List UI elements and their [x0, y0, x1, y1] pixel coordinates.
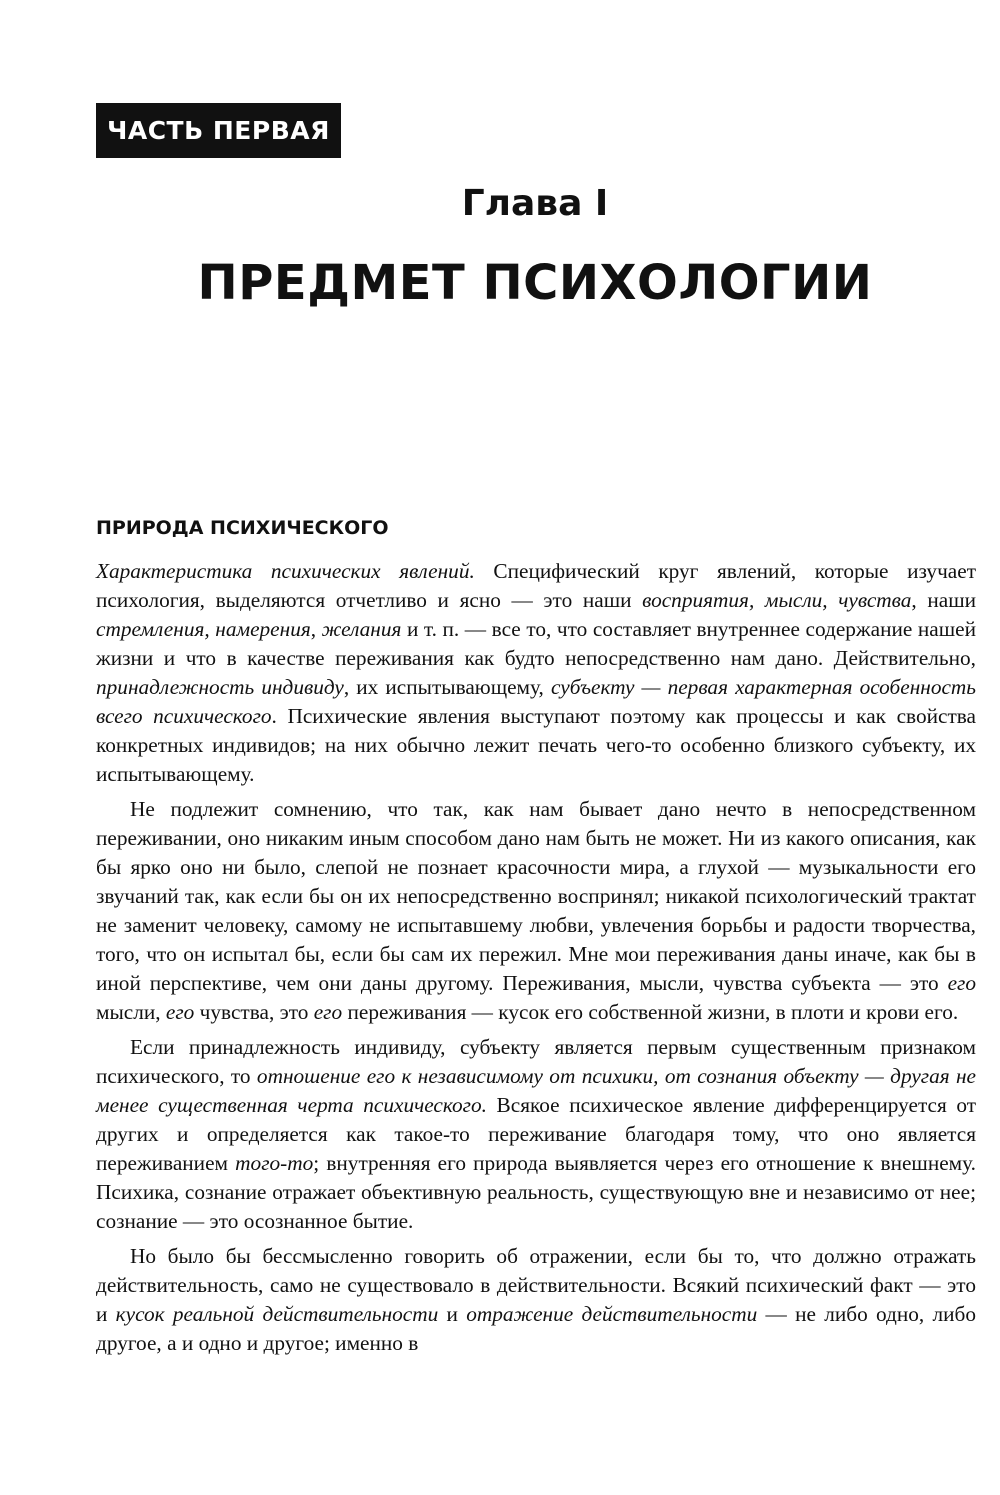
part-label: ЧАСТЬ ПЕРВАЯ	[96, 103, 341, 158]
body-text	[96, 557, 976, 1364]
paragraph-1	[96, 557, 976, 789]
run: и	[438, 1302, 467, 1326]
run: Если принадлежность индивиду, субъекту является первым существенным признаком психического, то	[96, 1035, 976, 1088]
run-italic: субъекту — первая характерная особенность всего психического	[96, 675, 976, 728]
run-italic: отношение его к независимому от психики, от сознания объекту — другая не менее существенная черта психического.	[96, 1064, 976, 1117]
run: мысли,	[96, 1000, 166, 1024]
run: . Психические явления выступают поэтому как процессы и как свойства конкретных индивидов; на них обычно лежит печать чего-то особенно близкого субъекту, их испытывающему.	[96, 704, 976, 786]
run: , наши	[911, 588, 976, 612]
run-italic: стремления, намерения	[96, 617, 311, 641]
run: и т. п. — все то, что составляет внутреннее содержание нашей жизни и что в качестве переживания как будто непосредственно нам дано. Действительно,	[96, 617, 976, 670]
run: ; внутренняя его природа выявляется через его отношение к внешнему. Психика, сознание отражает объективную реальность, существующую вне и независимо от нее; сознание — это осознанное бытие.	[96, 1151, 976, 1233]
run: переживания — кусок его собственной жизни, в плоти и крови его.	[342, 1000, 959, 1024]
run-italic: его	[165, 1000, 195, 1024]
run-italic: Характеристика психических явлений.	[96, 559, 475, 583]
paragraph-4	[96, 1242, 976, 1358]
run: Всякое психическое явление дифференцируется от других и определяется как такое-то переживание благодаря тому, что оно является переживанием	[96, 1093, 977, 1175]
run-italic: того-то	[235, 1151, 314, 1175]
paragraph-2	[96, 795, 976, 1027]
run: ,	[310, 617, 322, 641]
run-italic: кусок реальной действительности	[115, 1302, 439, 1326]
paragraph-3	[96, 1033, 976, 1236]
run: Специфический круг явлений, которые изучает психология, выделяются отчетливо и ясно — это наши	[96, 559, 976, 612]
run: Не подлежит сомнению, что так, как нам бывает дано нечто в непосредственном переживании, оно никаким иным способом дано нам быть не может. Ни из какого описания, как бы ярко оно ни было, слепой не познает красочности мира, а глухой — музыкальности его звучаний так, как если бы он их непосредственно воспринял; никакой психологический трактат не заменит человеку, самому не испытавшему любви, увлечения борьбы и радости творчества, того, что он испытал бы, если бы сам их пережил. Мне мои переживания даны иначе, как бы в иной перспективе, чем они даны другому. Переживания, мысли, чувства субъекта — это	[96, 797, 976, 995]
chapter-number: Глава I	[461, 183, 609, 224]
run: , их испытывающему,	[343, 675, 551, 699]
run-italic: восприятия, мысли, чувства	[642, 588, 912, 612]
run-italic: желания	[321, 617, 402, 641]
chapter-title: ПРЕДМЕТ ПСИХОЛОГИИ	[197, 255, 873, 311]
run: чувства, это	[194, 1000, 314, 1024]
run-italic: принадлежность индивиду	[96, 675, 344, 699]
run-italic: его	[947, 971, 976, 995]
section-title: ПРИРОДА ПСИХИЧЕСКОГО	[96, 517, 389, 539]
run-italic: его	[313, 1000, 343, 1024]
run: — не либо одно, либо другое, а и одно и другое; именно в	[96, 1302, 977, 1355]
run: Но было бы бессмысленно говорить об отражении, если бы то, что должно отражать действительность, само не существовало в действительности. Всякий психический факт — это и	[96, 1244, 976, 1326]
run-italic: отражение действительности	[466, 1302, 758, 1326]
